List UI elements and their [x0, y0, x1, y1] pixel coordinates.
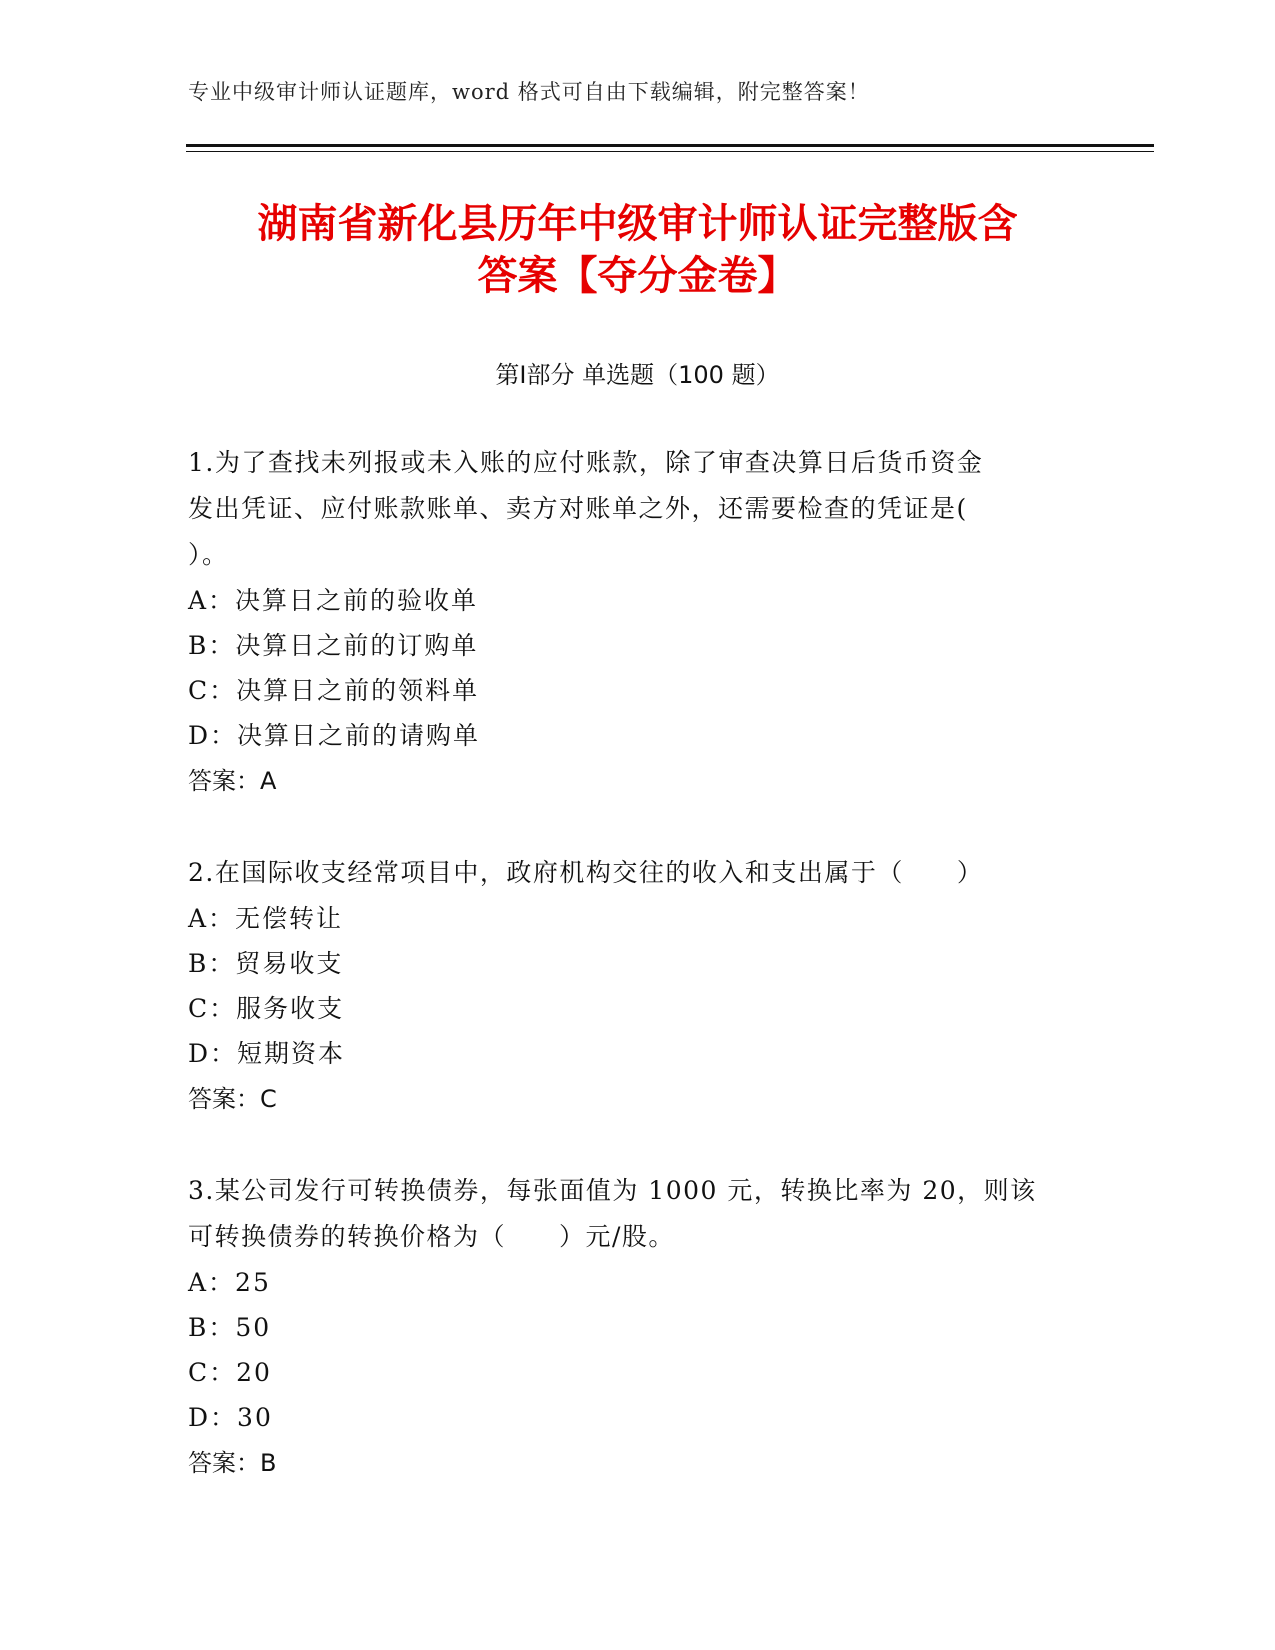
document-title-line-2: 答案【夺分金卷】: [477, 253, 798, 299]
option-b: B：50: [188, 1313, 272, 1342]
answer: 答案：B: [188, 1449, 277, 1477]
option-c: C：20: [188, 1358, 272, 1387]
question-3: [188, 1168, 1088, 1486]
answer: 答案：C: [188, 1085, 277, 1113]
question-stem-line: ）。: [188, 540, 229, 569]
part-title: 第Ⅰ部分 单选题（100 题）: [495, 361, 780, 389]
document-title-line-1: 湖南省新化县历年中级审计师认证完整版含: [257, 201, 1018, 247]
option-a: A：决算日之前的验收单: [188, 586, 479, 615]
question-stem: [188, 1168, 1088, 1260]
option-b: B：贸易收支: [188, 949, 344, 978]
answer: 答案：A: [188, 767, 277, 795]
option-a: A：无偿转让: [188, 904, 344, 933]
option-c: C：服务收支: [188, 994, 345, 1023]
header-rule-thin: [186, 151, 1154, 152]
option-d: D：决算日之前的请购单: [188, 721, 481, 750]
header-rule-thick: [186, 144, 1154, 147]
question-stem-line: 3.某公司发行可转换债券，每张面值为 1000 元，转换比率为 20，则该: [188, 1176, 1037, 1205]
question-stem-line: 发出凭证、应付账款账单、卖方对账单之外，还需要检查的凭证是(: [188, 494, 968, 523]
option-a: A：25: [188, 1268, 271, 1297]
document-title: [140, 198, 1135, 302]
option-d: D：30: [188, 1403, 273, 1432]
question-2: [188, 850, 1088, 1122]
question-1: [188, 440, 1088, 804]
question-stem: [188, 850, 1088, 896]
question-stem-line: 可转换债券的转换价格为（ ）元/股。: [188, 1222, 675, 1251]
option-d: D：短期资本: [188, 1039, 346, 1068]
option-c: C：决算日之前的领料单: [188, 676, 480, 705]
question-stem-line: 1.为了查找未列报或未入账的应付账款，除了审查决算日后货币资金: [188, 448, 984, 477]
option-b: B：决算日之前的订购单: [188, 631, 479, 660]
question-stem: [188, 440, 1088, 578]
header-note: 专业中级审计师认证题库，word 格式可自由下载编辑，附完整答案！: [188, 80, 870, 104]
question-stem-line: 2.在国际收支经常项目中，政府机构交往的收入和支出属于（ ）: [188, 858, 984, 887]
